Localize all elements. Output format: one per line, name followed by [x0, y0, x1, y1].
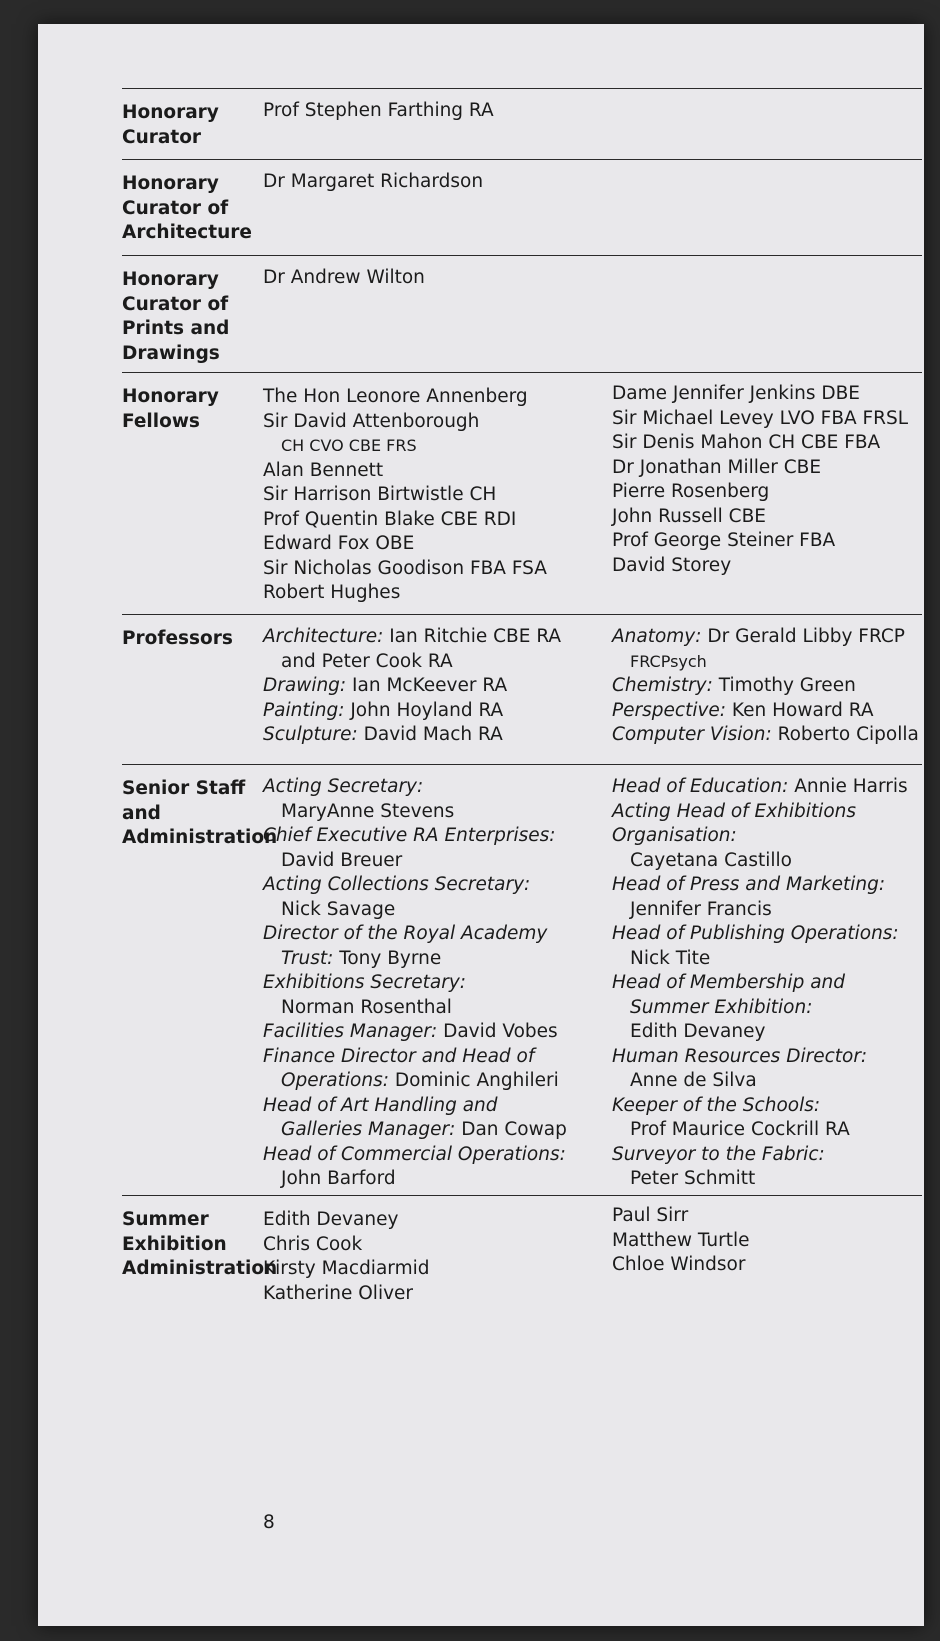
- professor-entry: [612, 674, 922, 699]
- name-entry: Edith Devaney: [263, 1209, 399, 1230]
- person-name: Norman Rosenthal: [281, 996, 452, 1018]
- name-entry: Sir Denis Mahon CH CBE FBA: [612, 432, 881, 453]
- name-entry: Prof Quentin Blake CBE RDI: [263, 508, 517, 530]
- staff-entry: [263, 1020, 603, 1045]
- professor-entry: [612, 625, 922, 650]
- section-curator-architecture: [122, 159, 922, 254]
- role-title: Acting Collections Secretary:: [263, 874, 531, 895]
- name-entry: Edward Fox OBE: [263, 533, 415, 554]
- role-title: Acting Head of Exhibitions: [612, 800, 856, 822]
- name-entry: Katherine Oliver: [263, 1282, 414, 1304]
- role-title: Head of Membership and: [612, 972, 845, 993]
- role-title: Perspective:: [612, 699, 727, 721]
- name-entry: Kirsty Macdiarmid: [263, 1258, 430, 1279]
- name-entry: David Storey: [612, 554, 732, 576]
- role-title: Finance Director and Head of: [263, 1045, 535, 1067]
- person-name: Timothy Green: [712, 675, 856, 696]
- professor-entry: [263, 674, 603, 699]
- label-line: Senior Staff: [122, 778, 246, 799]
- role-title: Sculpture:: [263, 724, 358, 745]
- section-honorary-curator: [122, 88, 922, 159]
- staff-left-column: [263, 775, 603, 1192]
- name-entry: Dr Margaret Richardson: [263, 171, 484, 192]
- role-title: Galleries Manager:: [281, 1119, 456, 1140]
- name-entry: Dame Jennifer Jenkins DBE: [612, 383, 860, 404]
- role-title: Computer Vision:: [612, 724, 772, 745]
- name-entry: Sir Michael Levey LVO FBA FRSL: [612, 407, 909, 429]
- role-title: Anatomy:: [612, 626, 702, 647]
- role-title: Head of Education:: [612, 776, 789, 797]
- person-name: Dr Gerald Libby FRCP: [701, 626, 905, 647]
- role-title: Human Resources Director:: [612, 1045, 868, 1067]
- person-name: Nick Savage: [281, 898, 396, 920]
- person-name: Annie Harris: [788, 776, 908, 797]
- role-title: Summer Exhibition:: [630, 996, 813, 1018]
- name-entry: Prof Stephen Farthing RA: [263, 100, 494, 121]
- person-name: Cayetana Castillo: [630, 849, 793, 871]
- staff-entry: [263, 1118, 603, 1143]
- label-line: Prints and: [122, 318, 230, 339]
- person-name: Anne de Silva: [630, 1070, 757, 1091]
- role-title: Keeper of the Schools:: [612, 1094, 821, 1116]
- person-name: Prof Maurice Cockrill RA: [630, 1119, 850, 1140]
- label-line: Professors: [122, 628, 233, 649]
- section-honorary-fellows: [122, 372, 922, 613]
- section-curator-prints: [122, 255, 922, 372]
- name-entry: Paul Sirr: [612, 1205, 689, 1226]
- label-line: Honorary: [122, 269, 219, 290]
- professor-entry-cont: and Peter Cook RA: [281, 650, 453, 672]
- label-line: Exhibition: [122, 1233, 227, 1255]
- role-title: Head of Art Handling and: [263, 1094, 498, 1116]
- name-entry: Dr Andrew Wilton: [263, 267, 425, 288]
- role-title: Facilities Manager:: [263, 1021, 438, 1042]
- person-name: Dan Cowap: [455, 1119, 567, 1140]
- role-title: Exhibitions Secretary:: [263, 972, 467, 993]
- staff-right-column: [612, 775, 922, 1192]
- person-name: MaryAnne Stevens: [281, 800, 455, 822]
- name-entry: Pierre Rosenberg: [612, 481, 770, 502]
- label-line: Fellows: [122, 410, 200, 432]
- role-title: Painting:: [263, 699, 345, 721]
- section-label: [122, 1208, 278, 1282]
- name-entry: John Russell CBE: [612, 505, 766, 527]
- name-entry: Dr Jonathan Miller CBE: [612, 456, 822, 478]
- professors-left-column: [263, 625, 603, 748]
- section-label: [122, 101, 262, 150]
- label-line: Architecture: [122, 222, 252, 243]
- role-title: Architecture:: [263, 626, 384, 647]
- person-name: David Vobes: [437, 1021, 558, 1042]
- person-name: Peter Schmitt: [630, 1168, 756, 1189]
- name-entry: Robert Hughes: [263, 582, 401, 603]
- role-title: Drawing:: [263, 675, 347, 696]
- label-line: Curator of: [122, 197, 229, 219]
- role-title: Chief Executive RA Enterprises:: [263, 825, 556, 846]
- role-title: Head of Publishing Operations:: [612, 923, 899, 944]
- person-name: Tony Byrne: [333, 947, 442, 969]
- label-line: Administration: [122, 827, 278, 848]
- names-column: [263, 170, 603, 195]
- summer-right-column: [612, 1204, 922, 1278]
- role-title: Operations:: [281, 1070, 389, 1091]
- page-number: 8: [263, 1512, 275, 1533]
- section-label: [122, 385, 262, 434]
- person-name: Jennifer Francis: [630, 898, 772, 920]
- section-label: [122, 777, 278, 851]
- name-entry: Sir Nicholas Goodison FBA FSA: [263, 557, 547, 579]
- role-title: Acting Secretary:: [263, 776, 424, 797]
- role-title: Organisation:: [612, 825, 737, 846]
- summer-left-column: [263, 1208, 603, 1306]
- program-page: [38, 24, 924, 1626]
- name-entry: Prof George Steiner FBA: [612, 530, 836, 551]
- professor-entry: [263, 625, 603, 650]
- name-entry: The Hon Leonore Annenberg: [263, 386, 528, 407]
- name-entry: Sir Harrison Birtwistle CH: [263, 484, 497, 505]
- label-line: Curator: [122, 126, 202, 148]
- label-line: Drawings: [122, 342, 220, 364]
- name-entry: Alan Bennett: [263, 459, 384, 481]
- person-name: David Breuer: [281, 849, 403, 871]
- label-line: and: [122, 802, 161, 824]
- person-name: John Barford: [281, 1168, 396, 1189]
- staff-entry: [263, 947, 603, 972]
- name-entry: Matthew Turtle: [612, 1229, 750, 1251]
- role-title: Head of Press and Marketing:: [612, 874, 886, 895]
- role-title: Surveyor to the Fabric:: [612, 1143, 825, 1165]
- section-summer-exhibition-admin: [122, 1195, 922, 1316]
- section-label: [122, 172, 262, 246]
- person-name: Ken Howard RA: [726, 699, 874, 721]
- fellows-right-column: [612, 382, 922, 578]
- person-name: Edith Devaney: [630, 1021, 766, 1042]
- section-professors: [122, 614, 922, 765]
- professor-entry: [263, 699, 603, 724]
- label-line: Summer: [122, 1209, 209, 1230]
- staff-entry: [612, 775, 922, 800]
- name-entry: Chloe Windsor: [612, 1254, 746, 1275]
- person-name: Roberto Cipolla: [771, 724, 919, 745]
- section-senior-staff: [122, 764, 922, 1197]
- name-entry-cont: CH CVO CBE FRS: [281, 436, 417, 455]
- role-title: Chemistry:: [612, 675, 713, 696]
- person-name: Nick Tite: [630, 947, 711, 969]
- professors-right-column: [612, 625, 922, 748]
- label-line: Honorary: [122, 173, 219, 194]
- label-line: Curator of: [122, 293, 229, 315]
- person-name: Ian McKeever RA: [346, 675, 508, 696]
- professor-entry: [612, 723, 922, 748]
- fellows-left-column: [263, 385, 603, 606]
- label-line: Administration: [122, 1258, 278, 1279]
- role-title: Trust:: [281, 947, 334, 969]
- professor-entry-cont: FRCPsych: [630, 651, 707, 671]
- role-title: Director of the Royal Academy: [263, 923, 548, 944]
- name-entry: Sir David Attenborough: [263, 410, 480, 432]
- names-column: [263, 99, 603, 124]
- professor-entry: [612, 699, 922, 724]
- label-line: Honorary: [122, 102, 219, 123]
- role-title: Head of Commercial Operations:: [263, 1143, 566, 1165]
- label-line: Honorary: [122, 386, 219, 407]
- name-entry: Chris Cook: [263, 1233, 363, 1255]
- person-name: Ian Ritchie CBE RA: [383, 626, 562, 647]
- names-column: [263, 266, 603, 291]
- section-label: [122, 627, 262, 652]
- section-label: [122, 268, 262, 366]
- person-name: David Mach RA: [357, 724, 503, 745]
- person-name: Dominic Anghileri: [388, 1070, 559, 1091]
- staff-entry: [263, 1069, 603, 1094]
- person-name: John Hoyland RA: [344, 699, 504, 721]
- professor-entry: [263, 723, 603, 748]
